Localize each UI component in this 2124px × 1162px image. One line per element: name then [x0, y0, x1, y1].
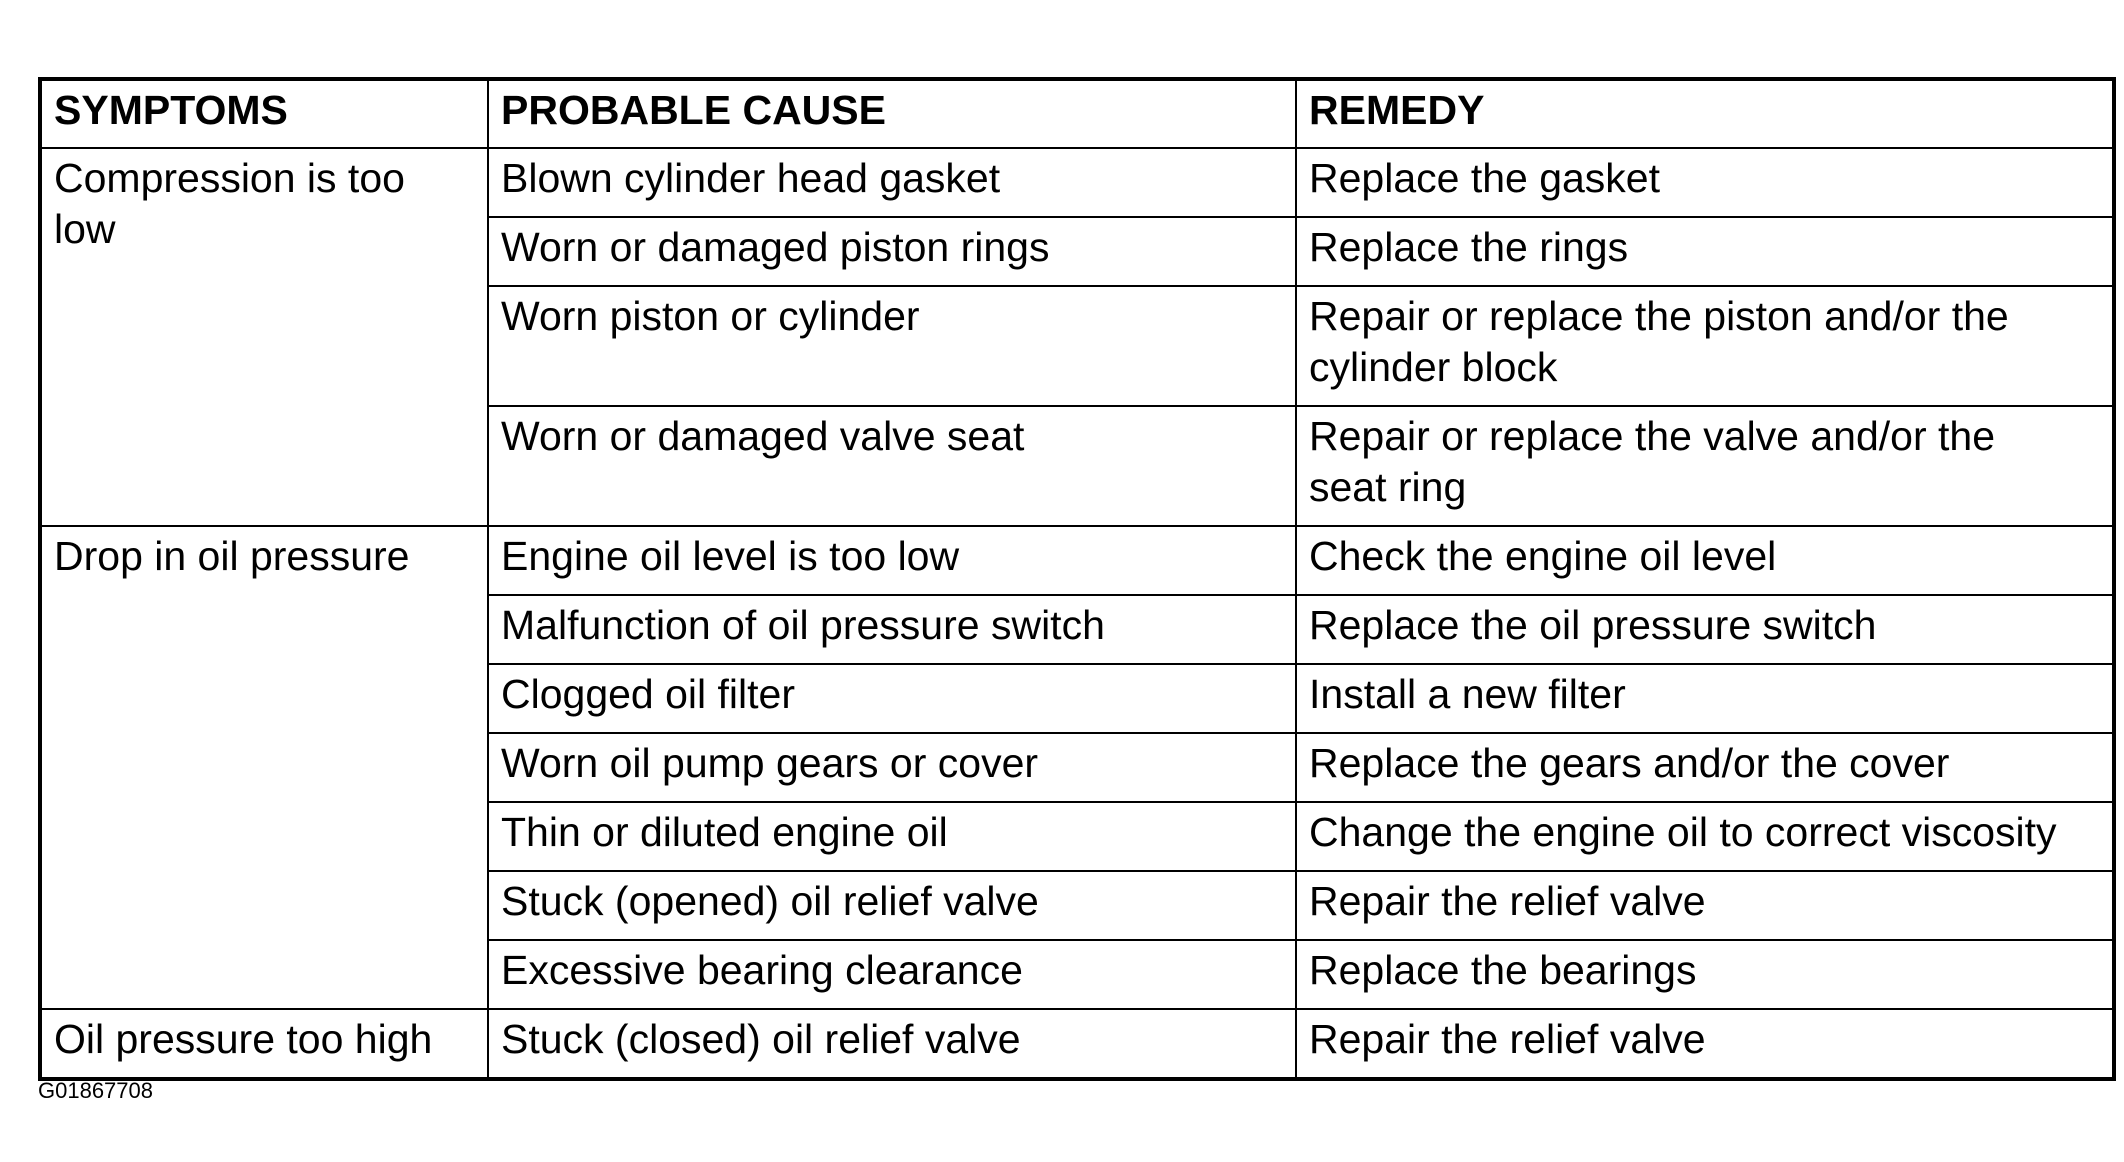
cause-cell: Worn or damaged valve seat: [488, 406, 1296, 526]
remedy-cell: Replace the oil pressure switch: [1296, 595, 2114, 664]
remedy-cell: Replace the bearings: [1296, 940, 2114, 1009]
symptom-cell: Drop in oil pressure: [40, 526, 488, 1009]
remedy-cell: Repair or replace the valve and/or the seat ring: [1296, 406, 2114, 526]
remedy-cell: Repair or replace the piston and/or the cylinder block: [1296, 286, 2114, 406]
cause-cell: Worn piston or cylinder: [488, 286, 1296, 406]
header-probable-cause: PROBABLE CAUSE: [488, 79, 1296, 148]
header-remedy: REMEDY: [1296, 79, 2114, 148]
remedy-cell: Check the engine oil level: [1296, 526, 2114, 595]
cause-cell: Thin or diluted engine oil: [488, 802, 1296, 871]
table-row: [40, 526, 2114, 595]
remedy-cell: Repair the relief valve: [1296, 1009, 2114, 1079]
remedy-cell: Install a new filter: [1296, 664, 2114, 733]
header-row: [40, 79, 2114, 148]
symptom-cell: Compression is too low: [40, 148, 488, 526]
remedy-cell: Replace the gasket: [1296, 148, 2114, 217]
symptom-cell: Oil pressure too high: [40, 1009, 488, 1079]
cause-cell: Clogged oil filter: [488, 664, 1296, 733]
remedy-cell: Change the engine oil to correct viscosity: [1296, 802, 2114, 871]
cause-cell: Engine oil level is too low: [488, 526, 1296, 595]
remedy-cell: Repair the relief valve: [1296, 871, 2114, 940]
cause-cell: Stuck (closed) oil relief valve: [488, 1009, 1296, 1079]
cause-cell: Blown cylinder head gasket: [488, 148, 1296, 217]
cause-cell: Worn or damaged piston rings: [488, 217, 1296, 286]
table-row: [40, 148, 2114, 217]
table-row: [40, 1009, 2114, 1079]
figure-code: G01867708: [38, 1078, 153, 1103]
remedy-cell: Replace the rings: [1296, 217, 2114, 286]
header-symptoms: SYMPTOMS: [40, 79, 488, 148]
troubleshooting-table: [38, 77, 2116, 1081]
cause-cell: Worn oil pump gears or cover: [488, 733, 1296, 802]
remedy-cell: Replace the gears and/or the cover: [1296, 733, 2114, 802]
cause-cell: Stuck (opened) oil relief valve: [488, 871, 1296, 940]
cause-cell: Malfunction of oil pressure switch: [488, 595, 1296, 664]
cause-cell: Excessive bearing clearance: [488, 940, 1296, 1009]
